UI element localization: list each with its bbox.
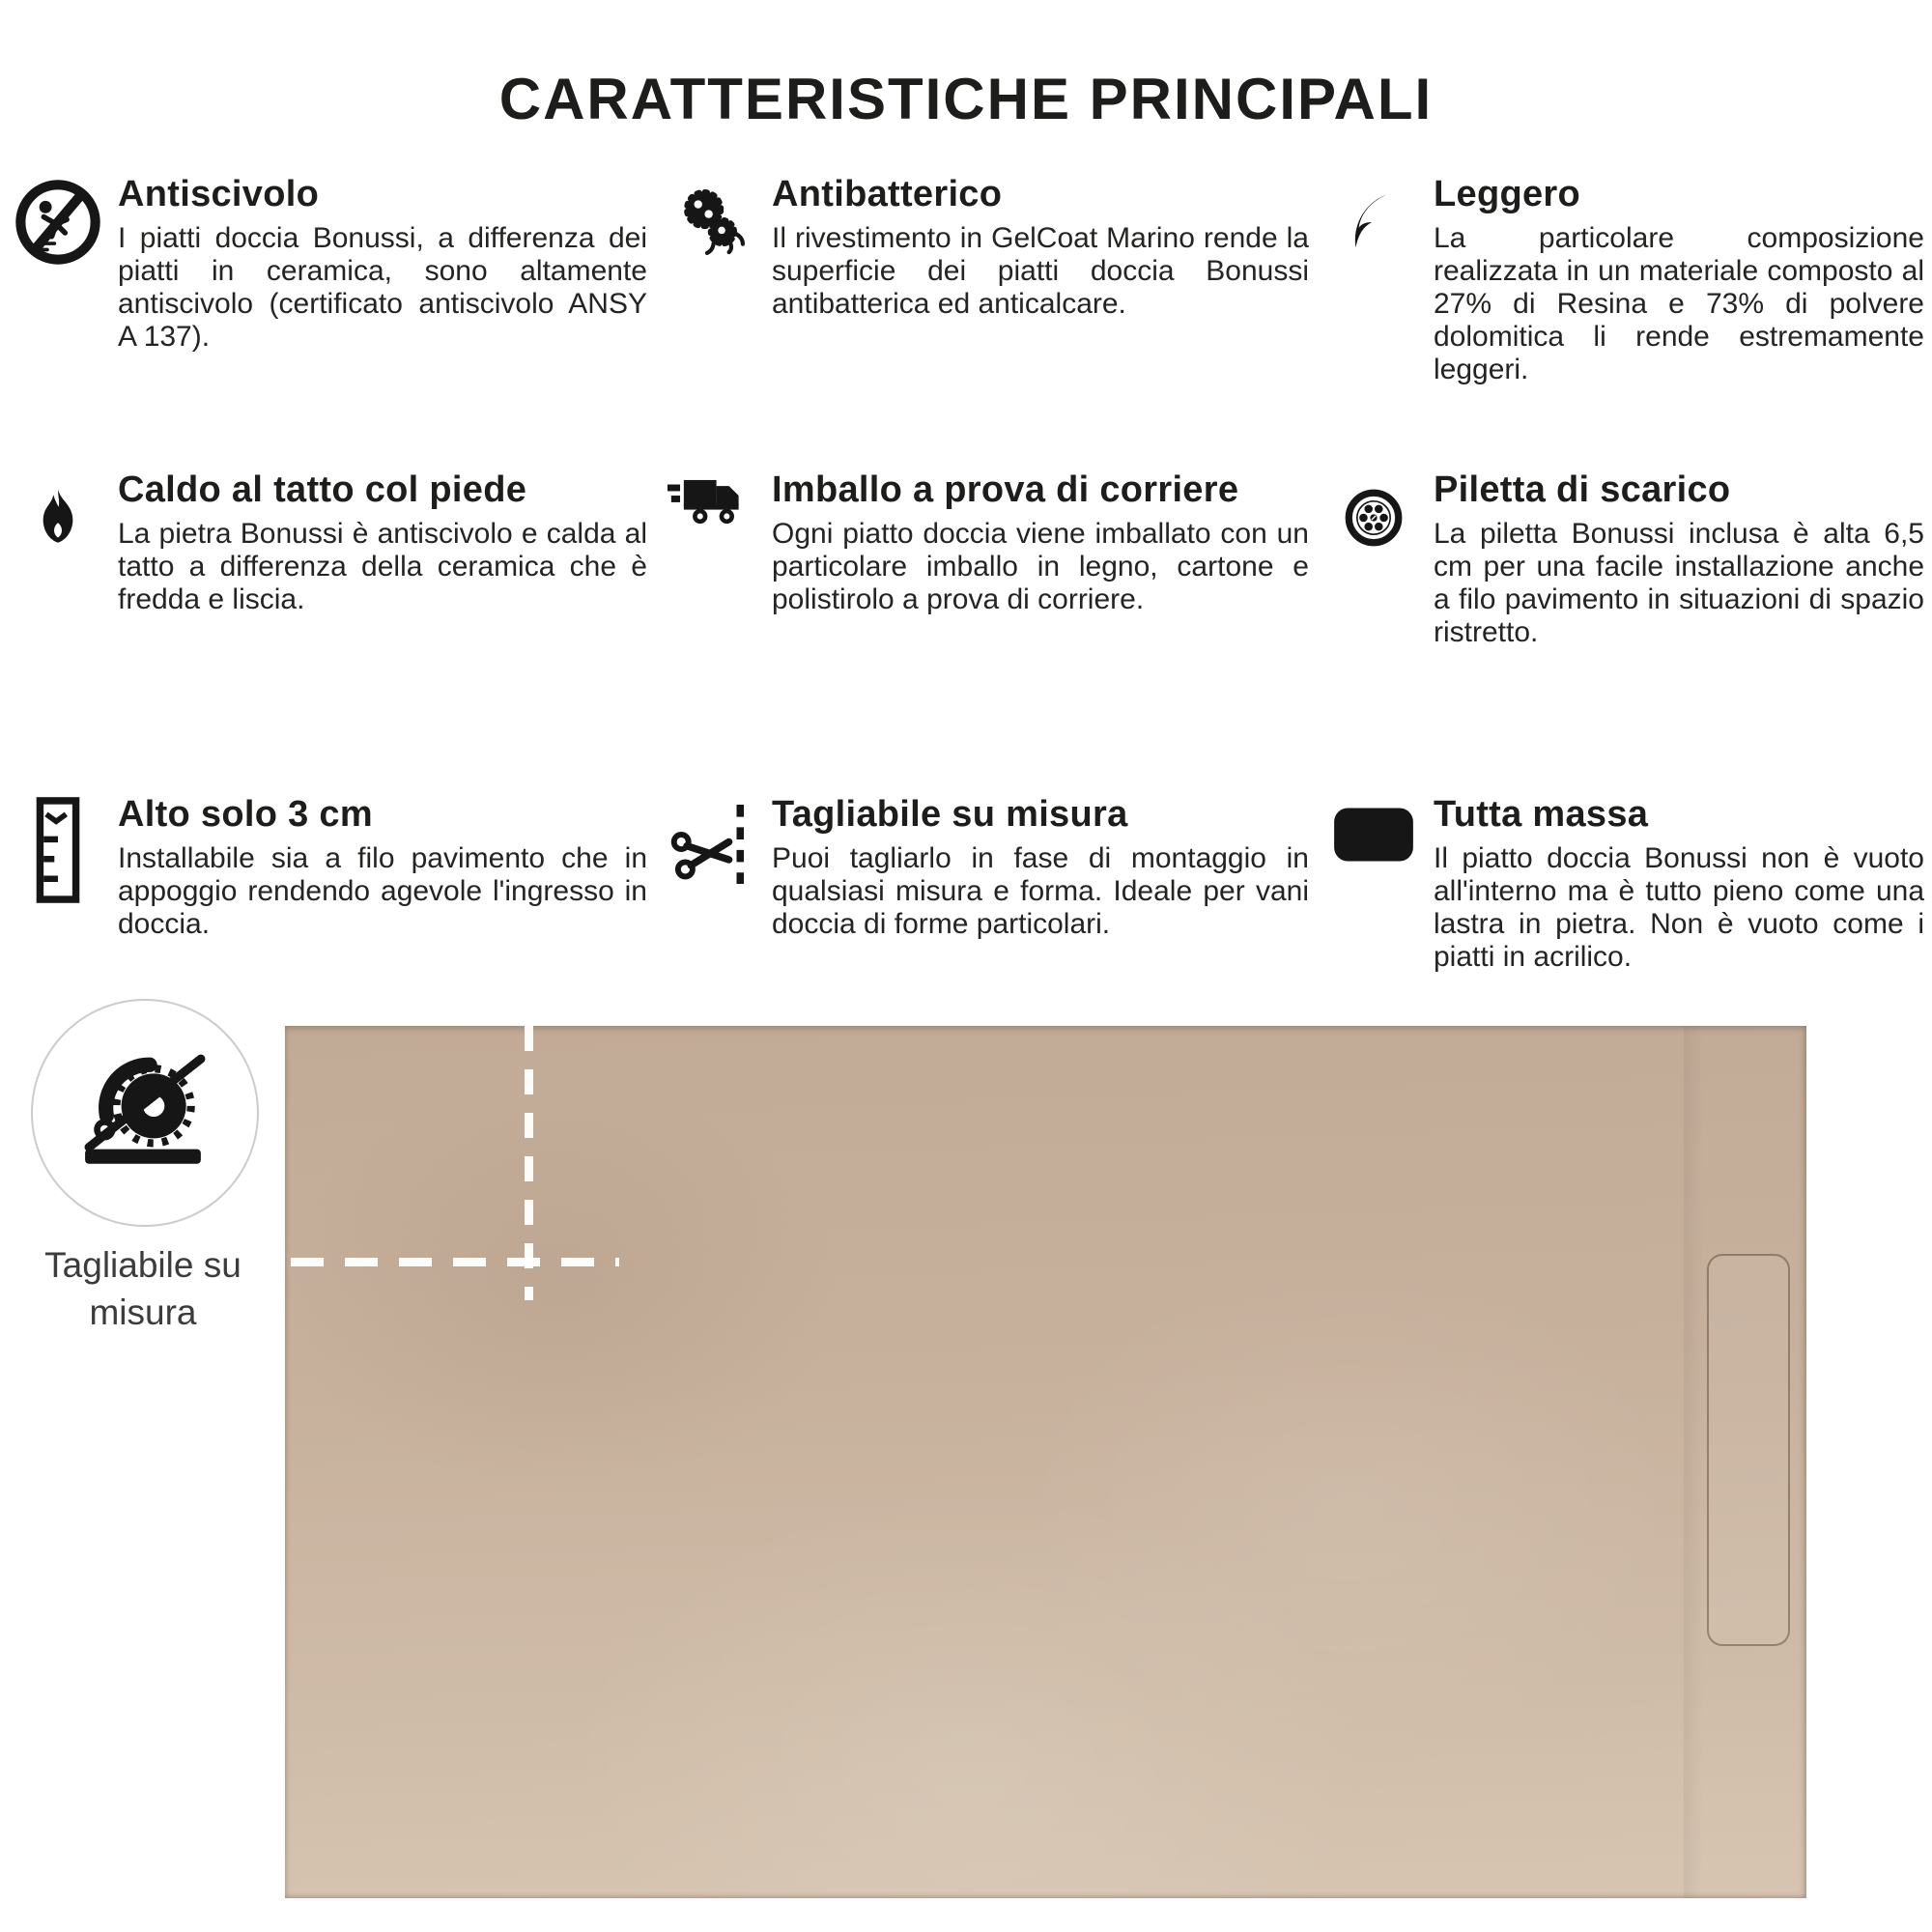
scissors-icon — [668, 794, 756, 893]
mitre-saw-icon — [69, 1049, 221, 1177]
slab-icon — [1329, 794, 1418, 873]
feature-piletta — [1329, 469, 1924, 649]
drain-cover-shading — [1684, 1026, 1703, 1898]
drain-cover — [1707, 1254, 1790, 1646]
feature-description: La piletta Bonussi inclusa è alta 6,5 cm per una facile installazione anche a filo pavimento in situazioni di spazio ristretto. — [1434, 517, 1924, 648]
feature-description: La particolare composizione realizzata in un materiale composto al 27% di Resina e 73% di polvere dolomitica li rende estremamente leggeri. — [1434, 221, 1924, 385]
feature-description: Il rivestimento in GelCoat Marino rende la superficie dei piatti doccia Bonussi antibatterica ed anticalcare. — [772, 221, 1309, 320]
cuttable-badge — [31, 999, 259, 1227]
feature-leggero — [1329, 174, 1924, 386]
feature-caldo-al-tatto — [14, 469, 647, 649]
feature-row-2 — [14, 469, 1924, 649]
drain-icon — [1329, 469, 1418, 564]
feather-icon — [1329, 174, 1418, 269]
feature-title: Alto solo 3 cm — [118, 794, 373, 835]
feature-title: Tutta massa — [1434, 794, 1649, 835]
feature-title: Leggero — [1434, 174, 1581, 214]
feature-tutta-massa — [1329, 794, 1924, 974]
feature-title: Imballo a prova di corriere — [772, 469, 1239, 510]
feature-description: La pietra Bonussi è antiscivolo e calda al tatto a differenza della ceramica che è fredda e liscia. — [118, 517, 647, 615]
feature-row-3 — [14, 794, 1924, 974]
feature-antibatterico — [668, 174, 1309, 386]
ruler-icon — [14, 794, 102, 904]
feature-imballo — [668, 469, 1309, 649]
feature-title: Antiscivolo — [118, 174, 320, 214]
cut-line-horizontal — [291, 1258, 619, 1266]
feature-title: Piletta di scarico — [1434, 469, 1731, 510]
feature-antiscivolo — [14, 174, 647, 386]
feature-alto-3cm — [14, 794, 647, 974]
feature-description: Il piatto doccia Bonussi non è vuoto all'interno ma è tutto pieno come una lastra in pietra. Non è vuoto come i piatti in acrilico. — [1434, 841, 1924, 973]
feature-title: Caldo al tatto col piede — [118, 469, 527, 510]
feature-description: Ogni piatto doccia viene imballato con un particolare imballo in legno, cartone e polistirolo a prova di corriere. — [772, 517, 1309, 615]
feature-title: Tagliabile su misura — [772, 794, 1128, 835]
feature-tagliabile — [668, 794, 1309, 974]
shower-tray-image — [285, 1026, 1806, 1898]
no-slip-icon — [14, 174, 102, 269]
cuttable-badge-label: Tagliabile su misura — [44, 1245, 242, 1332]
flame-icon — [14, 469, 102, 564]
feature-description: Installabile sia a filo pavimento che in appoggio rendendo agevole l'ingresso in doccia. — [118, 841, 647, 940]
feature-description: I piatti doccia Bonussi, a differenza dei piatti in ceramica, sono altamente antiscivolo (certificato antiscivolo ANSY A 137). — [118, 221, 647, 353]
delivery-truck-icon — [668, 469, 756, 539]
feature-title: Antibatterico — [772, 174, 1003, 214]
bacteria-icon — [668, 174, 756, 269]
feature-description: Puoi tagliarlo in fase di montaggio in qualsiasi misura e forma. Ideale per vani doccia di forme particolari. — [772, 841, 1309, 940]
page-title: CARATTERISTICHE PRINCIPALI — [498, 67, 1434, 132]
feature-row-1 — [14, 174, 1924, 386]
